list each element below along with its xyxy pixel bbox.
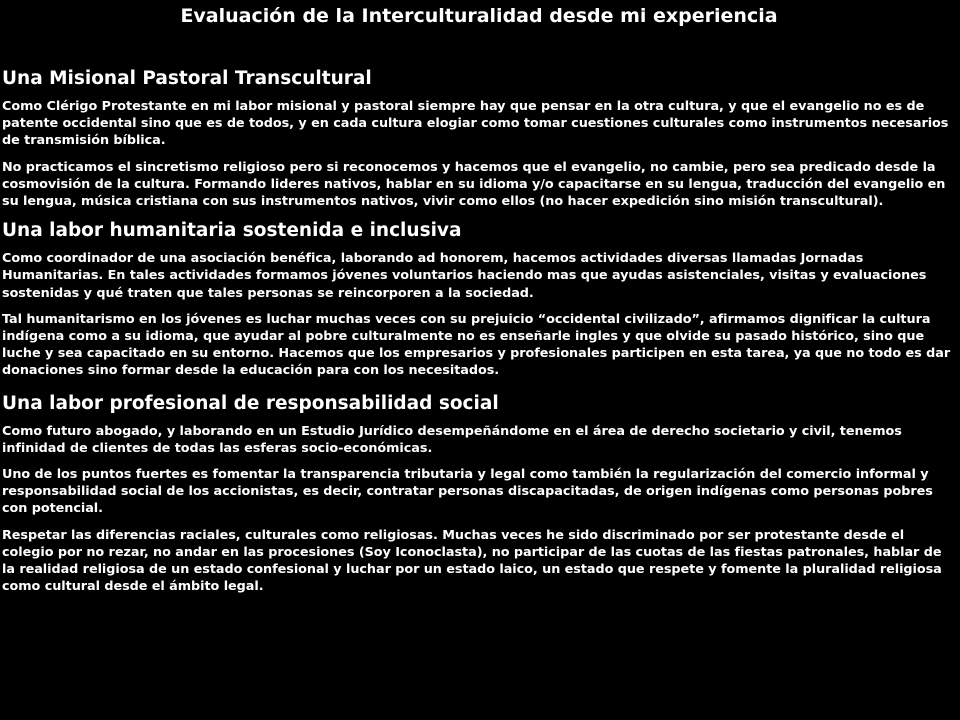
section-heading: Una labor humanitaria sostenida e inclusiva [2, 220, 462, 242]
paragraph: Uno de los puntos fuertes es fomentar la transparencia tributaria y legal como también la regularización del comercio informal y responsabilidad social de los accionistas, es decir, contratar personas discapacitadas, de origen indígenas como personas pobres con potencial. [2, 467, 933, 517]
paragraph: Como futuro abogado, y laborando en un Estudio Jurídico desempeñándome en el área de derecho societario y civil, tenemos infinidad de clientes de todas las esferas socio-económicas. [2, 423, 902, 456]
section-labor-humanitaria [2, 219, 956, 379]
paragraph: Tal humanitarismo en los jóvenes es luchar muchas veces con su prejuicio “occidental civilizado”, afirmamos dignificar la cultura indígena como a su idioma, que ayudar al pobre culturalmente no es enseñarle ingles y que olvide su pasado histórico, sino que luche y sea capacitado en su entorno. Hacemos que los empresarios y profesionales participen en esta tarea, ya que no todo es dar donaciones sino formar desde la educación para con los necesitados. [2, 311, 951, 379]
section-heading: Una Misional Pastoral Transcultural [2, 68, 372, 89]
section-labor-profesional [2, 392, 956, 596]
section-misional-pastoral [2, 67, 956, 210]
paragraph: Como coordinador de una asociación benéfica, laborando ad honorem, hacemos actividades diversas llamadas Jornadas Humanitarias. En tales actividades formamos jóvenes voluntarios haciendo mas que ayudas asistenciales, visitas y evaluaciones sostenidas y qué traten que tales personas se reincorporen a la sociedad. [2, 251, 927, 301]
section-heading: Una labor profesional de responsabilidad social [2, 392, 499, 414]
slide-title: Evaluación de la Interculturalidad desde mi experiencia [180, 5, 778, 27]
paragraph: Como Clérigo Protestante en mi labor misional y pastoral siempre hay que pensar en la otra cultura, y que el evangelio no es de patente occidental sino que es de todos, y en cada cultura elogiar como tomar cuestiones culturales como instrumentos necesarios de transmisión bíblica. [2, 99, 949, 149]
paragraph: No practicamos el sincretismo religioso pero si reconocemos y hacemos que el evangelio, no cambie, pero sea predicado desde la cosmovisión de la cultura. Formando lideres nativos, hablar en su idioma y/o capacitarse en su lengua, traducción del evangelio en su lengua, música cristiana con sus instrumentos nativos, vivir como ellos (no hacer expedición sino misión transcultural). [2, 159, 946, 210]
paragraph: Respetar las diferencias raciales, culturales como religiosas. Muchas veces he sido discriminado por ser protestante desde el colegio por no rezar, no andar en las procesiones (Soy Iconoclasta), no participar de las cuotas de las fiestas patronales, hablar de la realidad religiosa de un estado confesional y luchar por un estado laico, un estado que respete y fomente la pluralidad religiosa como cultural desde el ámbito legal. [2, 527, 942, 595]
